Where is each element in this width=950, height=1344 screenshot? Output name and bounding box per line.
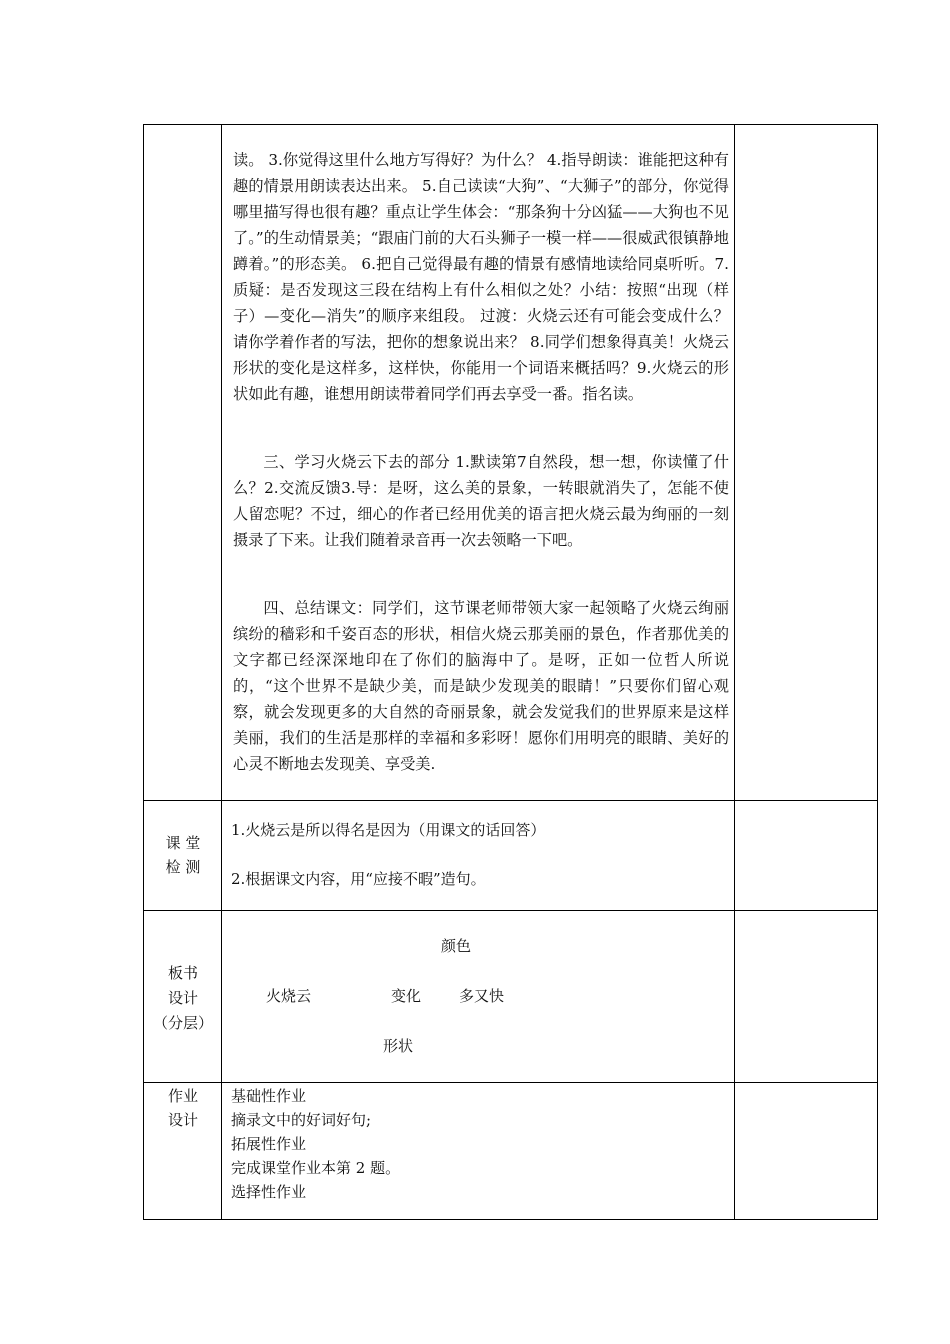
process-paragraph-1: 读。 3.你觉得这里什么地方写得好？为什么？ 4.指导朗读：谁能把这种有趣的情景用朗读表达出来。 5.自己读读“大狗”、“大狮子”的部分，你觉得哪里描写得也很有趣？重点让学生体会：“那条狗十分凶猛——大狗也不见了。”的生动情景美；“跟庙门前的大石头狮子一模一样——很威武很镇静地蹲着。”的形态美。 6.把自己觉得最有趣的情景有感情地读给同桌听听。7.质疑：是否发现这三段在结构上有什么相似之处？小结：按照“出现（样子）—变化—消失”的顺序来组段。 过渡：火烧云还有可能会变成什么？请你学着作者的写法，把你的想象说出来？ 8.同学们想象得真美！火烧云形状的变化是这样多，这样快，你能用一个词语来概括吗？9.火烧云的形状如此有趣，谁想用朗读带着同学们再去享受一番。指名读。 <box>233 151 729 403</box>
board-word-many-fast: 多又快 <box>459 987 505 1005</box>
homework-content-cell <box>223 1083 735 1219</box>
homework-label-line-1: 作业 <box>167 1087 198 1105</box>
homework-notes-cell <box>735 1083 877 1219</box>
check-row <box>143 800 878 910</box>
check-question-1: 1.火烧云是所以得名是因为（用课文的话回答） <box>231 821 546 839</box>
homework-line-5: 选择性作业 <box>231 1183 307 1201</box>
check-notes-cell <box>735 801 877 910</box>
board-label <box>144 961 222 1036</box>
board-word-cloud: 火烧云 <box>266 987 312 1005</box>
check-label <box>144 831 222 879</box>
process-label-cell <box>144 125 222 800</box>
process-notes-cell <box>735 125 877 800</box>
board-word-change: 变化 <box>391 987 422 1005</box>
board-notes-cell <box>735 911 877 1082</box>
homework-line-1: 基础性作业 <box>231 1087 307 1105</box>
homework-line-4: 完成课堂作业本第 2 题。 <box>231 1159 401 1177</box>
process-paragraph-3: 四、总结课文：同学们，这节课老师带领大家一起领略了火烧云绚丽缤纷的穑彩和千姿百态的形状，相信火烧云那美丽的景色，作者那优美的文字都已经深深地印在了你们的脑海中了。是呀，正如一位哲人所说的，“这个世界不是缺少美，而是缺少发现美的眼睛！”只要你们留心观察，就会发现更多的大自然的奇丽景象，就会发觉我们的世界原来是这样美丽，我们的生活是那样的幸福和多彩呀！愿你们用明亮的眼睛、美好的心灵不断地去发现美、享受美. <box>233 599 729 773</box>
homework-label <box>144 1084 222 1132</box>
board-row <box>143 910 878 1082</box>
check-label-line-1: 课 堂 <box>165 834 201 852</box>
homework-line-2: 摘录文中的好词好句; <box>231 1111 372 1129</box>
board-label-line-1: 板书 <box>167 964 198 982</box>
check-label-line-2: 检 测 <box>165 858 201 876</box>
check-question-2: 2.根据课文内容，用“应接不暇”造句。 <box>231 870 486 888</box>
board-label-line-2: 设计 <box>167 989 198 1007</box>
process-paragraph-2: 三、学习火烧云下去的部分 1.默读第7自然段，想一想，你读懂了什么？2.交流反馈3.导：是呀，这么美的景象，一转眼就消失了，怎能不使人留恋呢？不过，细心的作者已经用优美的语言把火烧云最为绚丽的一刻摄录了下来。让我们随着录音再一次去领略一下吧。 <box>233 453 729 549</box>
homework-row <box>143 1082 878 1220</box>
board-content-cell <box>223 911 735 1082</box>
homework-label-line-2: 设计 <box>167 1111 198 1129</box>
board-word-color: 颜色 <box>441 937 472 955</box>
process-row <box>143 124 878 800</box>
lesson-plan-table <box>143 124 878 1220</box>
homework-label-cell <box>144 1083 222 1219</box>
check-label-cell <box>144 801 222 910</box>
check-content-cell <box>223 801 735 910</box>
process-content-cell <box>223 125 735 800</box>
homework-line-3: 拓展性作业 <box>231 1135 307 1153</box>
board-label-cell <box>144 911 222 1082</box>
board-label-line-3: （分层） <box>152 1014 213 1032</box>
board-word-shape: 形状 <box>383 1037 414 1055</box>
